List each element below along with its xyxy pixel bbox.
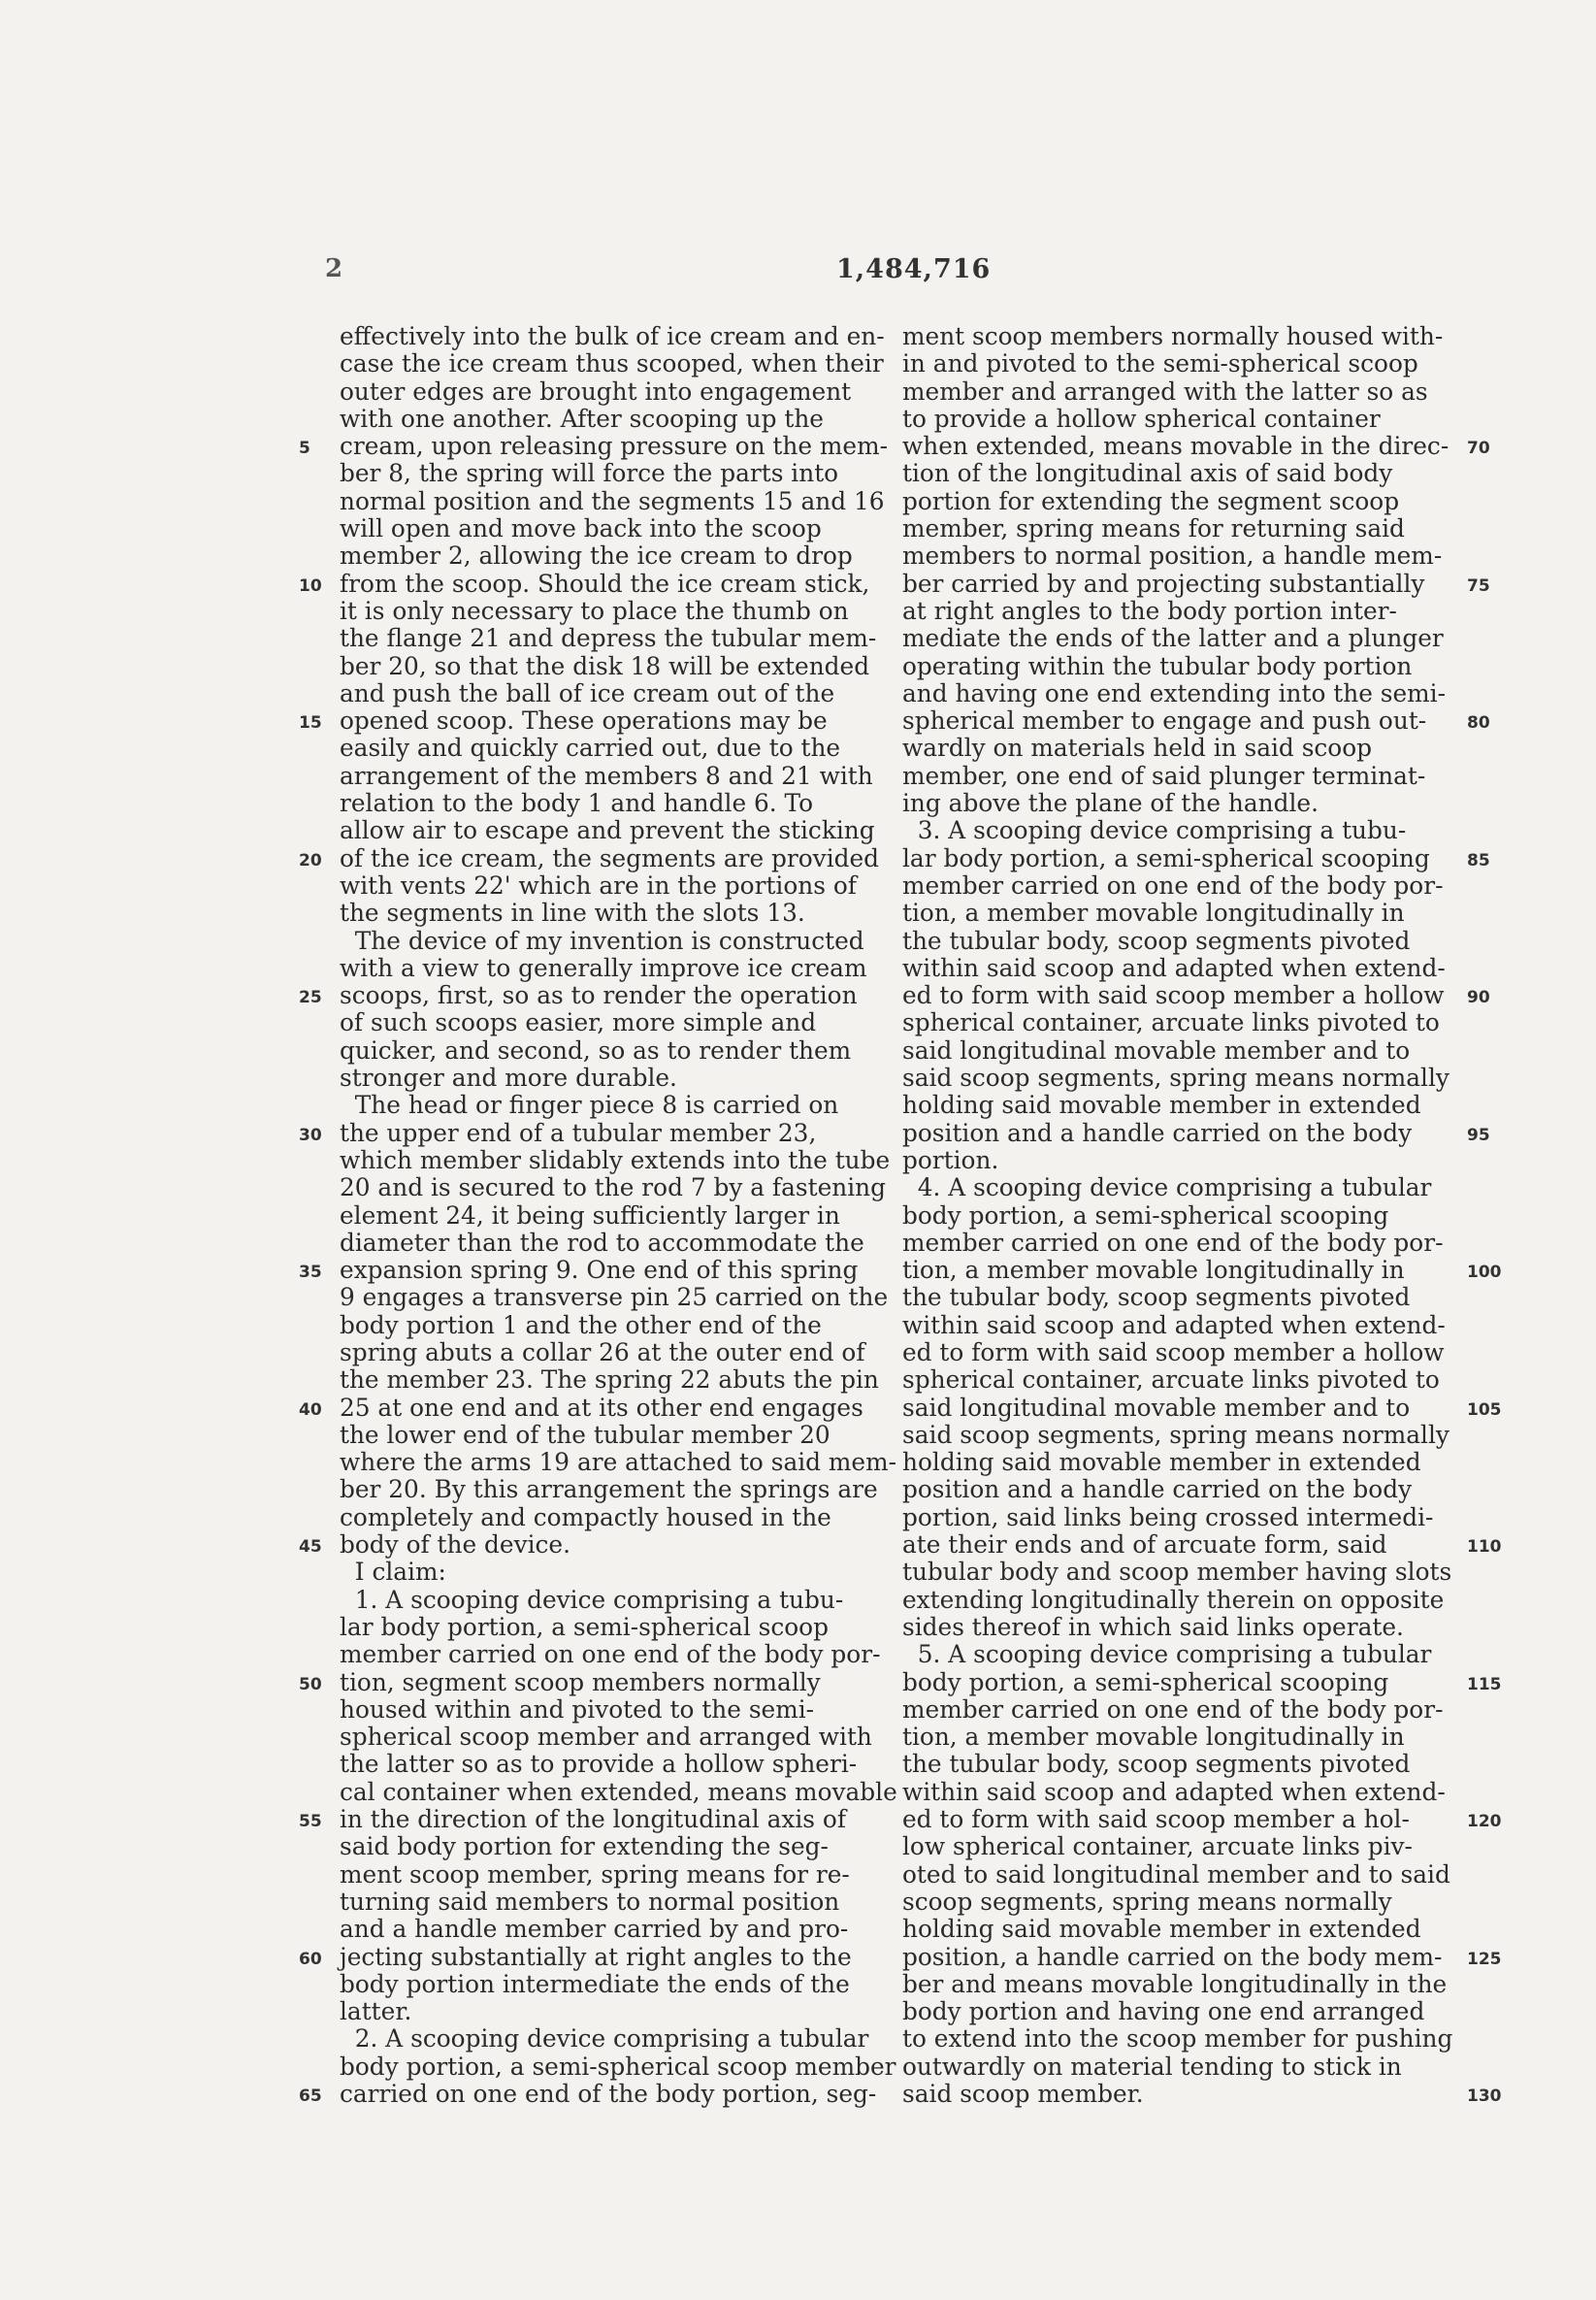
text-line: spring abuts a collar 26 at the outer end of: [340, 1337, 865, 1366]
line-number: 60: [299, 1949, 322, 1969]
text-line: ber 8, the spring will force the parts into: [340, 459, 839, 488]
text-line: effectively into the bulk of ice cream and en-: [340, 322, 885, 350]
text-line: in and pivoted to the semi-spherical scoop: [902, 349, 1418, 378]
text-line: outer edges are brought into engagement: [340, 377, 852, 406]
text-line: housed within and pivoted to the semi-: [340, 1694, 815, 1724]
text-line: extending longitudinally therein on opposite: [902, 1585, 1445, 1614]
text-line: I claim:: [340, 1558, 446, 1587]
text-line: lar body portion, a semi-spherical scooping: [902, 843, 1430, 872]
text-line: expansion spring 9. One end of this spring: [340, 1256, 859, 1285]
line-number: 90: [1467, 988, 1490, 1008]
text-line: when extended, means movable in the direc-: [902, 432, 1449, 461]
text-line: portion, said links being crossed intermedi-: [902, 1502, 1434, 1531]
text-line: cal container when extended, means movable: [340, 1777, 897, 1806]
text-line: position and a handle carried on the body: [902, 1118, 1413, 1147]
line-number: 35: [299, 1263, 322, 1283]
line-number: 125: [1467, 1949, 1502, 1969]
line-number: 45: [299, 1537, 322, 1558]
text-line: body portion, a semi-spherical scooping: [902, 1200, 1389, 1230]
text-line: to extend into the scoop member for pushing: [902, 2024, 1453, 2054]
text-line: of the ice cream, the segments are provided: [340, 843, 880, 872]
text-line: body portion, a semi-spherical scoop member: [340, 2052, 896, 2081]
text-line: tion, segment scoop members normally: [340, 1667, 821, 1696]
line-number: 100: [1467, 1263, 1502, 1283]
text-line: allow air to escape and prevent the sticking: [340, 816, 875, 845]
text-line: and having one end extending into the semi-: [902, 678, 1446, 707]
text-line: 2. A scooping device comprising a tubular: [340, 2024, 869, 2054]
line-number: 5: [299, 439, 310, 459]
text-line: said longitudinal movable member and to: [902, 1393, 1411, 1422]
text-line: tubular body and scoop member having slots: [902, 1558, 1452, 1587]
text-line: easily and quickly carried out, due to the: [340, 734, 841, 763]
text-line: 5. A scooping device comprising a tubular: [902, 1640, 1432, 1669]
text-line: member carried on one end of the body por-: [902, 871, 1444, 900]
text-line: ate their ends and of arcuate form, said: [902, 1530, 1387, 1560]
text-line: with a view to generally improve ice cream: [340, 953, 867, 982]
text-line: with one another. After scooping up the: [340, 404, 824, 433]
text-line: sides thereof in which said links operate.: [902, 1612, 1404, 1641]
page-number: 2: [325, 254, 343, 283]
text-line: within said scoop and adapted when extend-: [902, 1310, 1446, 1339]
text-line: normal position and the segments 15 and 16: [340, 486, 885, 515]
text-line: which member slidably extends into the tube: [340, 1145, 891, 1174]
text-line: 4. A scooping device comprising a tubular: [902, 1173, 1432, 1202]
text-line: lar body portion, a semi-spherical scoop: [340, 1612, 829, 1641]
text-line: will open and move back into the scoop: [340, 514, 822, 543]
text-line: ed to form with said scoop member a hollow: [902, 1337, 1445, 1366]
text-line: said scoop segments, spring means normally: [902, 1420, 1449, 1449]
line-number: 110: [1467, 1537, 1502, 1558]
text-line: said scoop member.: [902, 2080, 1144, 2108]
text-line: holding said movable member in extended: [902, 1091, 1421, 1120]
text-line: 9 engages a transverse pin 25 carried on the: [340, 1283, 889, 1312]
text-line: where the arms 19 are attached to said mem-: [340, 1448, 896, 1477]
text-line: carried on one end of the body portion, seg-: [340, 2080, 877, 2108]
text-line: relation to the body 1 and handle 6. To: [340, 789, 814, 818]
text-line: within said scoop and adapted when extend-: [902, 953, 1446, 982]
line-number: 40: [299, 1399, 322, 1420]
text-line: the flange 21 and depress the tubular mem-: [340, 624, 877, 653]
line-number: 10: [299, 575, 322, 596]
text-line: in the direction of the longitudinal axis of: [340, 1805, 847, 1834]
line-number: 55: [299, 1812, 322, 1832]
text-line: The device of my invention is constructed: [340, 926, 864, 955]
line-number: 25: [299, 988, 322, 1008]
text-line: the member 23. The spring 22 abuts the pin: [340, 1365, 879, 1395]
text-line: ed to form with said scoop member a hol-: [902, 1805, 1410, 1834]
text-line: ber 20. By this arrangement the springs are: [340, 1475, 878, 1504]
text-line: member carried on one end of the body por-: [902, 1228, 1444, 1257]
text-line: scoops, first, so as to render the operation: [340, 981, 858, 1010]
line-number: 115: [1467, 1674, 1502, 1694]
text-line: spherical container, arcuate links pivoted to: [902, 1365, 1440, 1395]
text-line: ment scoop member, spring means for re-: [340, 1859, 850, 1889]
text-line: oted to said longitudinal member and to said: [902, 1859, 1450, 1889]
text-line: tion of the longitudinal axis of said body: [902, 459, 1393, 488]
text-line: case the ice cream thus scooped, when their: [340, 349, 884, 378]
text-line: with vents 22' which are in the portions of: [340, 871, 857, 900]
text-line: ber carried by and projecting substantially: [902, 569, 1425, 598]
text-line: stronger and more durable.: [340, 1064, 677, 1093]
text-line: 1. A scooping device comprising a tubu-: [340, 1585, 844, 1614]
line-number: 20: [299, 850, 322, 871]
text-line: the latter so as to provide a hollow spheri-: [340, 1750, 858, 1779]
text-line: outwardly on material tending to stick in: [902, 2052, 1402, 2081]
text-line: body of the device.: [340, 1530, 570, 1560]
line-number: 130: [1467, 2086, 1502, 2107]
text-line: member carried on one end of the body por-: [340, 1640, 881, 1669]
text-line: member, spring means for returning said: [902, 514, 1405, 543]
text-line: body portion intermediate the ends of the: [340, 1969, 850, 1998]
line-number: 105: [1467, 1399, 1502, 1420]
text-line: at right angles to the body portion inter-: [902, 596, 1397, 625]
text-line: completely and compactly housed in the: [340, 1502, 831, 1531]
text-line: quicker, and second, so as to render them: [340, 1035, 852, 1065]
line-number: 85: [1467, 850, 1490, 871]
text-line: ed to form with said scoop member a hollow: [902, 981, 1445, 1010]
text-line: ber 20, so that the disk 18 will be extended: [340, 651, 870, 680]
text-line: body portion, a semi-spherical scooping: [902, 1667, 1389, 1696]
text-line: the tubular body, scoop segments pivoted: [902, 1283, 1411, 1312]
text-line: turning said members to normal position: [340, 1887, 840, 1916]
patent-number: 1,484,716: [836, 254, 992, 284]
text-line: member, one end of said plunger terminat-: [902, 761, 1426, 790]
text-line: said longitudinal movable member and to: [902, 1035, 1411, 1065]
text-line: The head or finger piece 8 is carried on: [340, 1091, 839, 1120]
text-line: low spherical container, arcuate links piv-: [902, 1832, 1413, 1861]
text-line: 3. A scooping device comprising a tubu-: [902, 816, 1407, 845]
text-line: body portion and having one end arranged: [902, 1997, 1425, 2026]
text-line: portion.: [902, 1145, 999, 1174]
text-line: tion, a member movable longitudinally in: [902, 899, 1405, 928]
text-line: 20 and is secured to the rod 7 by a fastening: [340, 1173, 886, 1202]
left-text-column: [340, 322, 897, 2108]
line-number: 30: [299, 1125, 322, 1145]
text-line: 25 at one end and at its other end engages: [340, 1393, 863, 1422]
text-line: opened scoop. These operations may be: [340, 706, 828, 736]
line-number: 50: [299, 1674, 322, 1694]
text-line: holding said movable member in extended: [902, 1915, 1421, 1944]
text-line: scoop segments, spring means normally: [902, 1887, 1392, 1916]
text-line: member and arranged with the latter so as: [902, 377, 1428, 406]
text-line: the tubular body, scoop segments pivoted: [902, 926, 1411, 955]
text-line: element 24, it being sufficiently larger in: [340, 1200, 840, 1230]
text-line: cream, upon releasing pressure on the mem-: [340, 432, 888, 461]
line-number: 70: [1467, 439, 1490, 459]
text-line: member carried on one end of the body por-: [902, 1694, 1444, 1724]
text-line: spherical member to engage and push out-: [902, 706, 1427, 736]
text-line: it is only necessary to place the thumb on: [340, 596, 849, 625]
line-number: 80: [1467, 713, 1490, 734]
text-line: members to normal position, a handle mem-: [902, 542, 1443, 571]
text-line: spherical scoop member and arranged with: [340, 1723, 872, 1752]
text-line: the tubular body, scoop segments pivoted: [902, 1750, 1411, 1779]
text-line: of such scoops easier, more simple and: [340, 1008, 817, 1037]
text-line: the upper end of a tubular member 23,: [340, 1118, 817, 1147]
text-line: to provide a hollow spherical container: [902, 404, 1381, 433]
text-line: within said scoop and adapted when extend-: [902, 1777, 1446, 1806]
text-line: said scoop segments, spring means normally: [902, 1064, 1449, 1093]
text-line: spherical container, arcuate links pivoted to: [902, 1008, 1440, 1037]
text-line: position, a handle carried on the body mem-: [902, 1942, 1443, 1971]
text-line: position and a handle carried on the body: [902, 1475, 1413, 1504]
line-number: 120: [1467, 1812, 1502, 1832]
text-line: diameter than the rod to accommodate the: [340, 1228, 864, 1257]
text-line: ing above the plane of the handle.: [902, 789, 1319, 818]
text-line: latter.: [340, 1997, 412, 2026]
line-number: 95: [1467, 1125, 1490, 1145]
text-line: said body portion for extending the seg-: [340, 1832, 829, 1861]
text-line: wardly on materials held in said scoop: [902, 734, 1373, 763]
text-line: holding said movable member in extended: [902, 1448, 1421, 1477]
text-line: portion for extending the segment scoop: [902, 486, 1400, 515]
text-line: body portion 1 and the other end of the: [340, 1310, 822, 1339]
line-number: 15: [299, 713, 322, 734]
text-line: member 2, allowing the ice cream to drop: [340, 542, 853, 571]
text-line: ment scoop members normally housed with-: [902, 322, 1444, 350]
text-line: and push the ball of ice cream out of the: [340, 678, 835, 707]
text-line: ber and means movable longitudinally in the: [902, 1969, 1448, 1998]
text-line: the segments in line with the slots 13.: [340, 899, 805, 928]
text-line: tion, a member movable longitudinally in: [902, 1256, 1405, 1285]
text-line: tion, a member movable longitudinally in: [902, 1723, 1405, 1752]
line-number: 75: [1467, 575, 1490, 596]
text-line: arrangement of the members 8 and 21 with: [340, 761, 873, 790]
text-line: operating within the tubular body portion: [902, 651, 1413, 680]
text-line: and a handle member carried by and pro-: [340, 1915, 849, 1944]
text-line: the lower end of the tubular member 20: [340, 1420, 831, 1449]
right-text-column: [902, 323, 1465, 2108]
text-line: mediate the ends of the latter and a plunger: [902, 624, 1444, 653]
text-line: from the scoop. Should the ice cream stick,: [340, 569, 870, 598]
text-line: jecting substantially at right angles to the: [340, 1942, 852, 1971]
line-number: 65: [299, 2086, 322, 2107]
